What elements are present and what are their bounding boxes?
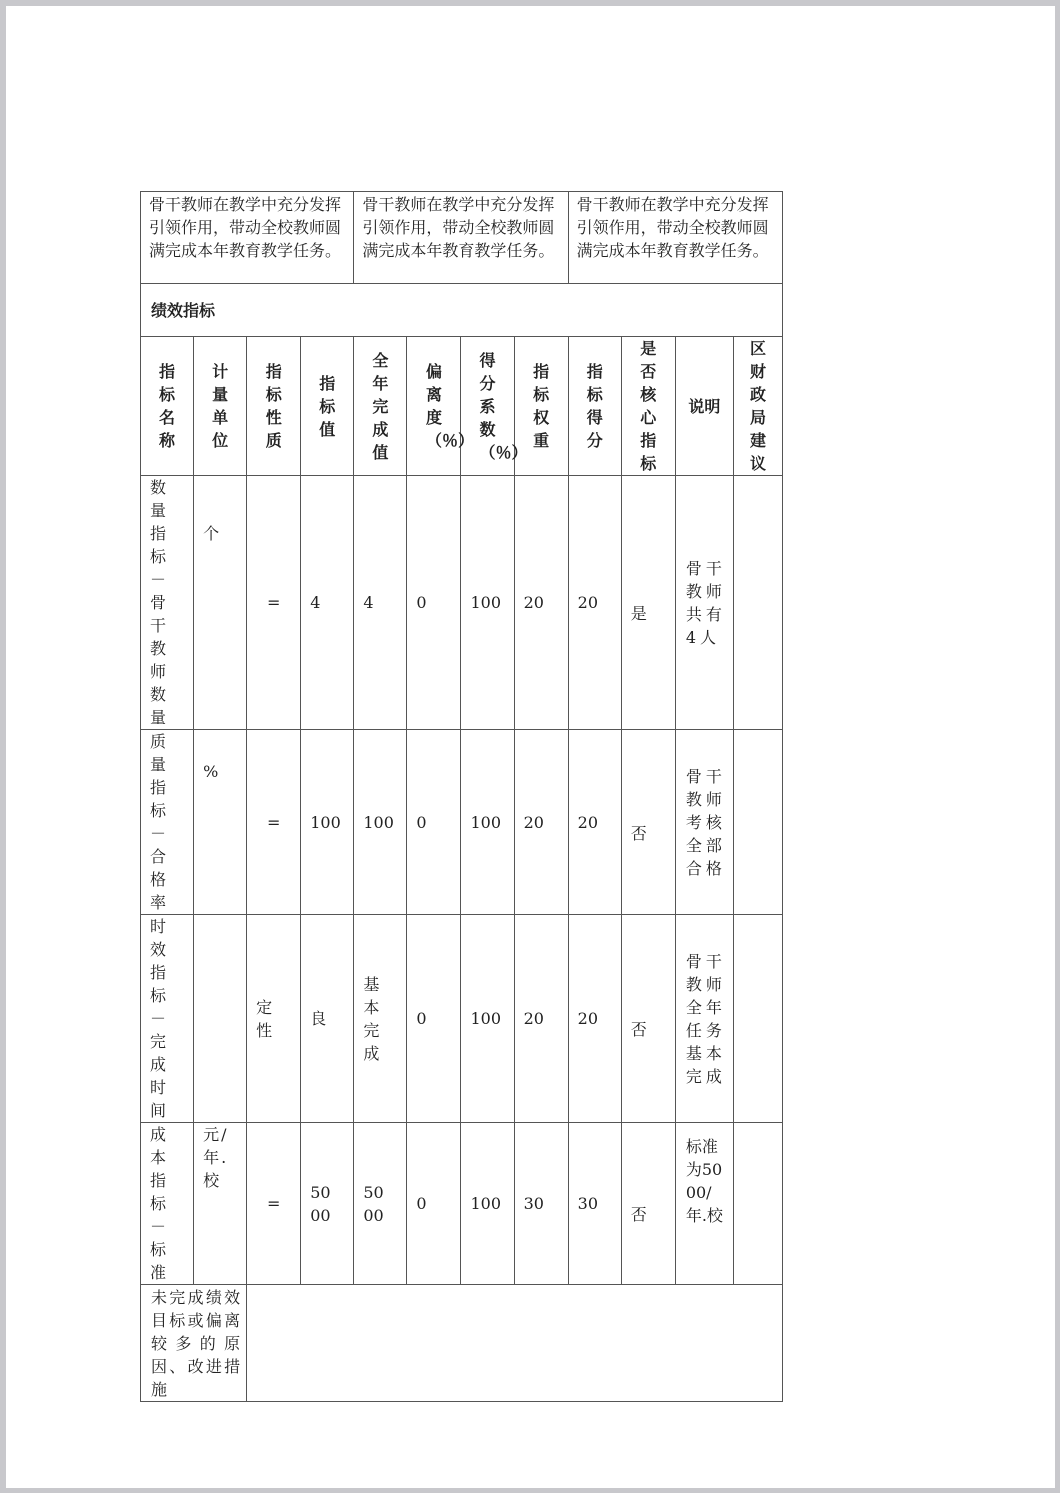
table-row [141,476,783,730]
header-cell: 指标得分 [568,337,621,476]
deviation: 0 [407,476,461,730]
core-indicator: 否 [621,730,675,915]
score-coefficient: 100 [461,915,514,1123]
header-cell: 偏离度（％） [407,337,461,476]
goal-cell-1: 骨干教师在教学中充分发挥引领作用，带动全校教师圆满完成本年教育教学任务。 [141,192,354,284]
goal-cell-3: 骨干教师在教学中充分发挥引领作用，带动全校教师圆满完成本年教育教学任务。 [568,192,782,284]
header-cell: 指标权重 [514,337,568,476]
core-indicator: 否 [621,915,675,1123]
goal-row [141,192,783,284]
header-cell: 指标性质 [247,337,301,476]
unit: % [203,762,219,781]
goal-cell-2: 骨干教师在教学中充分发挥引领作用，带动全校教师圆满完成本年教育教学任务。 [354,192,568,284]
nature: 定性 [256,997,273,1040]
weight: 20 [514,915,568,1123]
nature: = [247,1123,301,1285]
score: 20 [568,915,621,1123]
header-cell: 是否核心指标 [621,337,675,476]
note: 骨干教师共有4人 [675,476,733,730]
deviation: 0 [407,915,461,1123]
target-value: 100 [301,730,354,915]
target-value: 4 [301,476,354,730]
note: 骨干教师考核全部合格 [675,730,733,915]
unit: 元/年.校 [203,1125,229,1190]
header-cell: 得分系数（％） [461,337,514,476]
nature: = [247,730,301,915]
actual-value: 基本完成 [363,974,380,1063]
note: 骨干教师全年任务基本完成 [675,915,733,1123]
target-value: 5000 [310,1182,331,1225]
core-indicator: 是 [621,476,675,730]
suggestion [733,476,782,730]
document-page [6,6,1055,1488]
table-row [141,915,783,1123]
table-row [141,1123,783,1285]
header-row [141,337,783,476]
actual-value: 5000 [363,1182,384,1225]
score-coefficient: 100 [461,730,514,915]
score: 20 [568,476,621,730]
header-cell: 指标值 [301,337,354,476]
suggestion [733,730,782,915]
performance-table [140,191,783,1402]
deviation-label: 未完成绩效目标或偏离较多的原因、改进措施 [141,1285,247,1402]
deviation-text [247,1285,783,1402]
actual-value: 100 [354,730,407,915]
section-title: 绩效指标 [141,284,783,337]
target-value: 良 [301,915,354,1123]
weight: 20 [514,476,568,730]
core-indicator: 否 [621,1123,675,1285]
suggestion [733,1123,782,1285]
nature: = [247,476,301,730]
weight: 30 [514,1123,568,1285]
score-coefficient: 100 [461,476,514,730]
note: 标准为5000/年.校 [675,1123,733,1285]
header-cell: 指标名称 [141,337,194,476]
indicator-name: 成本指标－标准 [150,1125,167,1282]
unit: 个 [203,524,220,543]
score: 30 [568,1123,621,1285]
header-cell: 全年完成值 [354,337,407,476]
deviation: 0 [407,1123,461,1285]
suggestion [733,915,782,1123]
header-cell: 区财政局建议 [733,337,782,476]
actual-value: 4 [354,476,407,730]
score: 20 [568,730,621,915]
table-row [141,730,783,915]
header-cell: 说明 [675,337,733,476]
deviation-row [141,1285,783,1402]
weight: 20 [514,730,568,915]
header-cell: 计量单位 [194,337,247,476]
deviation: 0 [407,730,461,915]
indicator-name: 时效指标－完成时间 [150,917,167,1120]
score-coefficient: 100 [461,1123,514,1285]
indicator-name: 数量指标－骨干教师数量 [150,478,167,727]
indicator-name: 质量指标－合格率 [150,732,167,912]
